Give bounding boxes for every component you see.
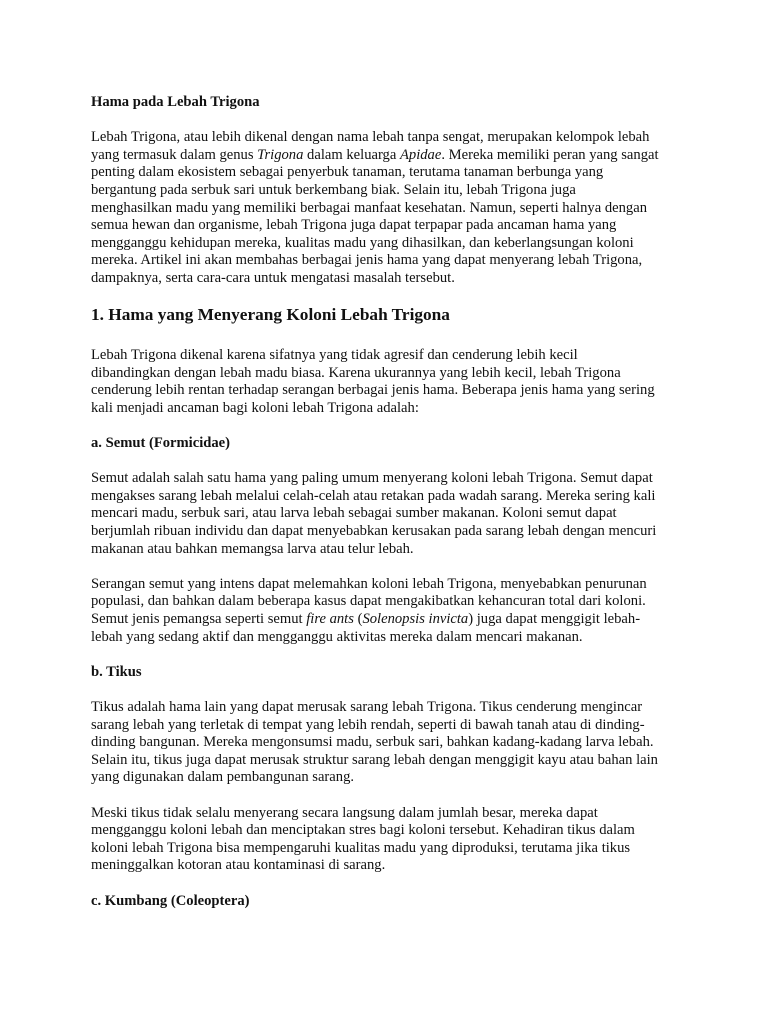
text-line: mereka. Artikel ini akan membahas berbagai jenis hama yang dapat menyerang lebah Trigona,	[91, 252, 643, 269]
text-line: mencari madu, serbuk sari, atau larva lebah sebagai sumber makanan. Koloni semut dapat	[91, 505, 617, 522]
text-run: yang termasuk dalam genus	[91, 146, 258, 163]
text-line: berjumlah ribuan individu dan dapat menyebabkan kerusakan pada sarang lebah dengan mencuri	[91, 523, 657, 540]
text-line: dinding bangunan. Mereka mengonsumsi madu, serbuk sari, bahkan kadang-kadang larva lebah.	[91, 734, 654, 751]
subsection-heading: b. Tikus	[91, 663, 142, 680]
text-line: Lebah Trigona, atau lebih dikenal dengan nama lebah tanpa sengat, merupakan kelompok lebah	[91, 129, 650, 146]
text-line: makanan atau bahkan memangsa larva atau telur lebah.	[91, 540, 414, 557]
text-line: kali menjadi ancaman bagi koloni lebah Trigona adalah:	[91, 399, 419, 416]
semut-paragraph-2	[91, 576, 678, 646]
text-run: dalam keluarga	[303, 146, 400, 163]
text-line: populasi, dan bahkan dalam beberapa kasus dapat mengakibatkan kehancuran total dari koloni.	[91, 593, 646, 610]
text-line: penting dalam ekosistem sebagai penyerbuk tanaman, terutama tanaman berbunga yang	[91, 164, 604, 181]
text-line: Semut adalah salah satu hama yang paling umum menyerang koloni lebah Trigona. Semut dapat	[91, 470, 653, 487]
semut-paragraph-1	[91, 470, 678, 558]
text-run: Semut jenis pemangsa seperti semut	[91, 611, 307, 628]
text-line: Serangan semut yang intens dapat melemahkan koloni lebah Trigona, menyebabkan penurunan	[91, 575, 647, 592]
intro-paragraph	[91, 129, 678, 287]
text-line: sarang lebah yang terletak di tempat yang lebih rendah, seperti di bawah tanah atau di dinding-	[91, 716, 645, 733]
subsection-heading: c. Kumbang (Coleoptera)	[91, 892, 250, 909]
text-line: yang digunakan dalam pembangunan sarang.	[91, 769, 355, 786]
text-line: meninggalkan kotoran atau kontaminasi di sarang.	[91, 857, 386, 874]
text-line: Selain itu, tikus juga dapat merusak struktur sarang lebah dengan menggigit kayu atau bahan lain	[91, 751, 658, 768]
species-scientific-name: Solenopsis invicta	[362, 611, 469, 628]
text-line: mengganggu kehidupan mereka, kualitas madu yang dihasilkan, dan keberlangsungan koloni	[91, 234, 634, 251]
genus-name: Trigona	[257, 146, 304, 163]
tikus-paragraph-1	[91, 699, 678, 787]
text-line: dibandingkan dengan lebah madu biasa. Karena ukurannya yang lebih kecil, lebah Trigona	[91, 364, 621, 381]
text-run: (	[353, 611, 363, 628]
species-common-name: fire ants	[306, 611, 354, 628]
text-line: mengakses sarang lebah melalui celah-celah atau retakan pada wadah sarang. Mereka sering kali	[91, 487, 656, 504]
text-line: lebah yang sedang aktif dan mengganggu aktivitas mereka dalam mencari makanan.	[91, 628, 583, 645]
tikus-paragraph-2	[91, 805, 678, 875]
family-name: Apidae	[399, 146, 442, 163]
text-run: . Mereka memiliki peran yang sangat	[441, 146, 659, 163]
text-line: menghasilkan madu yang memiliki berbagai manfaat kesehatan. Namun, seperti halnya dengan	[91, 199, 647, 216]
text-line: semua hewan dan organisme, lebah Trigona juga dapat terpapar pada ancaman hama yang	[91, 217, 617, 234]
text-line: mengganggu koloni lebah dan menciptakan stres bagi koloni tersebut. Kehadiran tikus dalam	[91, 822, 635, 839]
subsection-heading: a. Semut (Formicidae)	[91, 435, 231, 452]
text-line: Meski tikus tidak selalu menyerang secara langsung dalam jumlah besar, mereka dapat	[91, 804, 598, 821]
text-line	[91, 611, 678, 629]
text-line: cenderung lebih rentan terhadap serangan berbagai jenis hama. Beberapa jenis hama yang sering	[91, 382, 655, 399]
text-line: dampaknya, serta cara-cara untuk mengatasi masalah tersebut.	[91, 269, 455, 286]
text-line: koloni lebah Trigona bisa mempengaruhi kualitas madu yang diproduksi, terutama jika tikus	[91, 839, 631, 856]
document-title: Hama pada Lebah Trigona	[91, 94, 260, 110]
text-line: Lebah Trigona dikenal karena sifatnya yang tidak agresif dan cenderung lebih kecil	[91, 347, 578, 364]
text-line: Tikus adalah hama lain yang dapat merusak sarang lebah Trigona. Tikus cenderung mengincar	[91, 699, 643, 715]
text-line	[91, 147, 678, 165]
section-heading: 1. Hama yang Menyerang Koloni Lebah Trigona	[91, 305, 450, 325]
section-paragraph	[91, 347, 678, 417]
text-line: bergantung pada serbuk sari untuk berkembang biak. Selain itu, lebah Trigona juga	[91, 181, 576, 198]
text-run: ) juga dapat menggigit lebah-	[468, 611, 641, 628]
